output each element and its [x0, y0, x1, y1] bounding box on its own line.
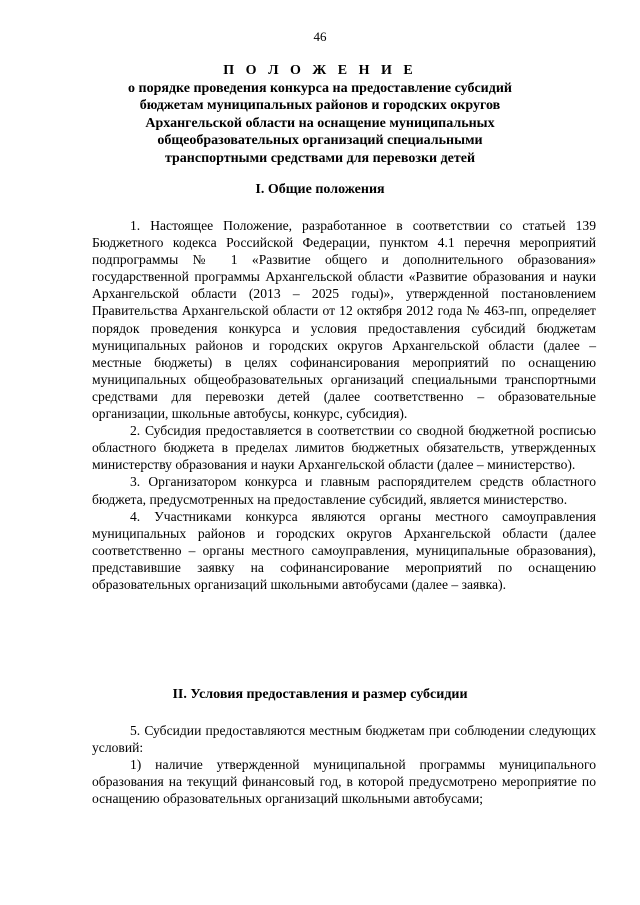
paragraph: 3. Организатором конкурса и главным распорядителем средств областного бюджета, предусмотренных на предоставление субсидий, является министерство. — [92, 474, 596, 507]
paragraph: 4. Участниками конкурса являются органы местного самоуправления муниципальных районов и городских округов Архангельской области (далее соответственно – органы местного самоуправления, муниципальные образования), представившие заявку на софинансирование мероприятий по оснащению образовательных организаций школьными автобусами (далее – заявка). — [92, 508, 596, 592]
paragraph: 2. Субсидия предоставляется в соответствии со сводной бюджетной росписью областного бюджета в пределах лимитов бюджетных обязательств, утвержденных министерству образования и науки Архангельской области (далее – министерство). — [92, 423, 596, 473]
section-body-conditions — [92, 722, 596, 807]
paragraph: 1) наличие утвержденной муниципальной программы муниципального образования на текущий финансовый год, в которой предусмотрено мероприятие по оснащению образовательных организаций школьными автобусами; — [92, 757, 596, 807]
section-body-general — [92, 217, 596, 593]
section-heading-general: I. Общие положения — [255, 182, 385, 197]
paragraph: 1. Настоящее Положение, разработанное в соответствии со статьей 139 Бюджетного кодекса Российской Федерации, пунктом 4.1 перечня мероприятий подпрограммы № 1 «Развитие общего и дополнительного образования» государственной программы Архангельской области «Развитие образования и науки Архангельской области (2013 – 2025 годы)», утвержденной постановлением Правительства Архангельской области от 12 октября 2012 года № 463-пп, определяет порядок проведения конкурса и условия предоставления субсидий бюджетам муниципальных районов и городских округов Архангельской области (далее – местные бюджеты) в целях софинансирования мероприятий по оснащению муниципальных общеобразовательных организаций специальными транспортными средствами для перевозки детей (далее соответственно – образовательные организации, школьные автобусы, конкурс, субсидия). — [92, 218, 596, 422]
title-line: бюджетам муниципальных районов и городских округов — [139, 98, 501, 113]
title-line: о порядке проведения конкурса на предоставление субсидий — [128, 80, 512, 96]
title-line: транспортными средствами для перевозки детей — [164, 150, 476, 166]
paragraph: 5. Субсидии предоставляются местным бюджетам при соблюдении следующих условий: — [92, 723, 596, 756]
page-number: 46 — [313, 29, 327, 44]
title-line: Архангельской области на оснащение муниципальных — [145, 115, 495, 131]
title-main: П О Л О Ж Е Н И Е — [223, 63, 417, 78]
title-line: общеобразовательных организаций специальными — [157, 133, 483, 148]
section-heading-conditions: II. Условия предоставления и размер субсидии — [172, 687, 468, 702]
document-title — [80, 62, 560, 167]
